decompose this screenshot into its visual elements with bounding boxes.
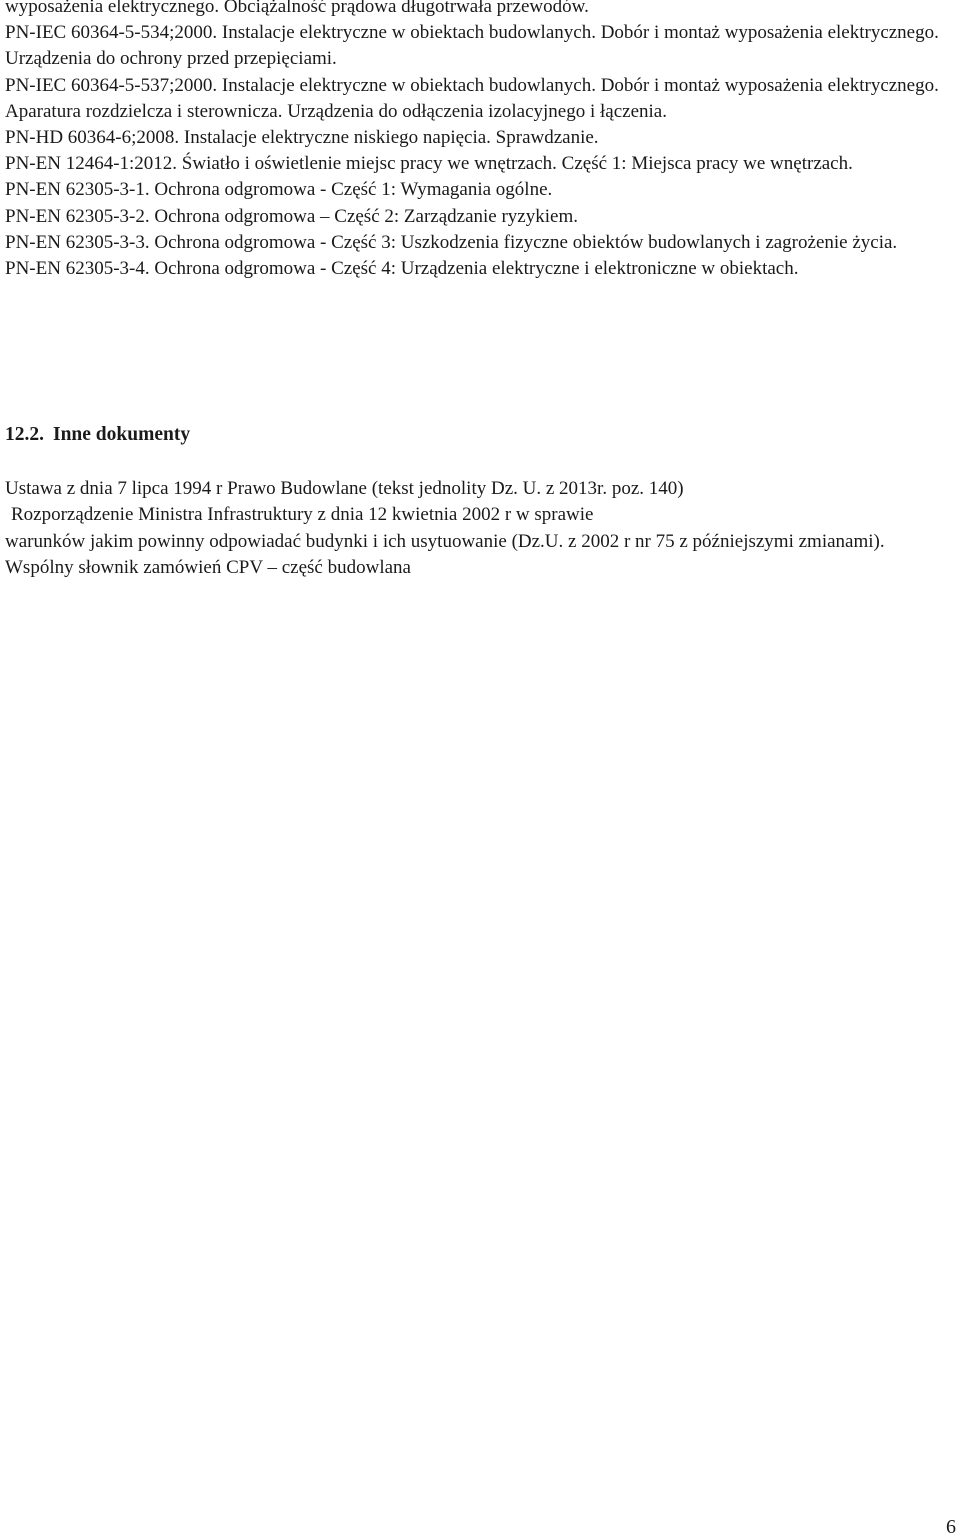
standard-entry: PN-HD 60364-6;2008. Instalacje elektryczne niskiego napięcia. Sprawdzanie. bbox=[5, 127, 599, 149]
page-number: 6 bbox=[946, 1516, 956, 1538]
document-entry: Rozporządzenie Ministra Infrastruktury z dnia 12 kwietnia 2002 r w sprawie bbox=[11, 504, 594, 526]
standard-entry: PN-EN 62305-3-4. Ochrona odgromowa - Część 4: Urządzenia elektryczne i elektroniczne w obiektach. bbox=[5, 258, 799, 280]
standard-entry: PN-EN 62305-3-2. Ochrona odgromowa – Część 2: Zarządzanie ryzykiem. bbox=[5, 205, 578, 227]
section-number: 12.2. bbox=[5, 424, 44, 445]
standard-entry: wyposażenia elektrycznego. Obciążalność prądowa długotrwała przewodów. bbox=[5, 0, 589, 17]
section-heading bbox=[5, 422, 190, 448]
standard-entry: PN-IEC 60364-5-537;2000. Instalacje elektryczne w obiektach budowlanych. Dobór i montaż wyposażenia elektrycznego. Aparatura rozdzielcza i sterownicza. Urządzenia do odłączenia izolacyjnego i łączenia. bbox=[5, 74, 939, 122]
standard-entry: PN-IEC 60364-5-534;2000. Instalacje elektryczne w obiektach budowlanych. Dobór i montaż wyposażenia elektrycznego. Urządzenia do ochrony przed przepięciami. bbox=[5, 22, 939, 70]
standard-entry: PN-EN 62305-3-3. Ochrona odgromowa - Część 3: Uszkodzenia fizyczne obiektów budowlanych i zagrożenie życia. bbox=[5, 231, 898, 253]
document-entry: warunków jakim powinny odpowiadać budynki i ich usytuowanie (Dz.U. z 2002 r nr 75 z późniejszymi zmianami). bbox=[5, 530, 885, 552]
standards-list bbox=[5, 0, 940, 282]
document-entry: Wspólny słownik zamówień CPV – część budowlana bbox=[5, 556, 411, 578]
standard-entry: PN-EN 62305-3-1. Ochrona odgromowa - Część 1: Wymagania ogólne. bbox=[5, 179, 553, 201]
document-entry: Ustawa z dnia 7 lipca 1994 r Prawo Budowlane (tekst jednolity Dz. U. z 2013r. poz. 140) bbox=[5, 478, 684, 499]
standard-entry: PN-EN 12464-1:2012. Światło i oświetlenie miejsc pracy we wnętrzach. Część 1: Miejsca pracy we wnętrzach. bbox=[5, 153, 853, 175]
section-title: Inne dokumenty bbox=[53, 424, 191, 445]
other-documents-list bbox=[5, 476, 940, 581]
